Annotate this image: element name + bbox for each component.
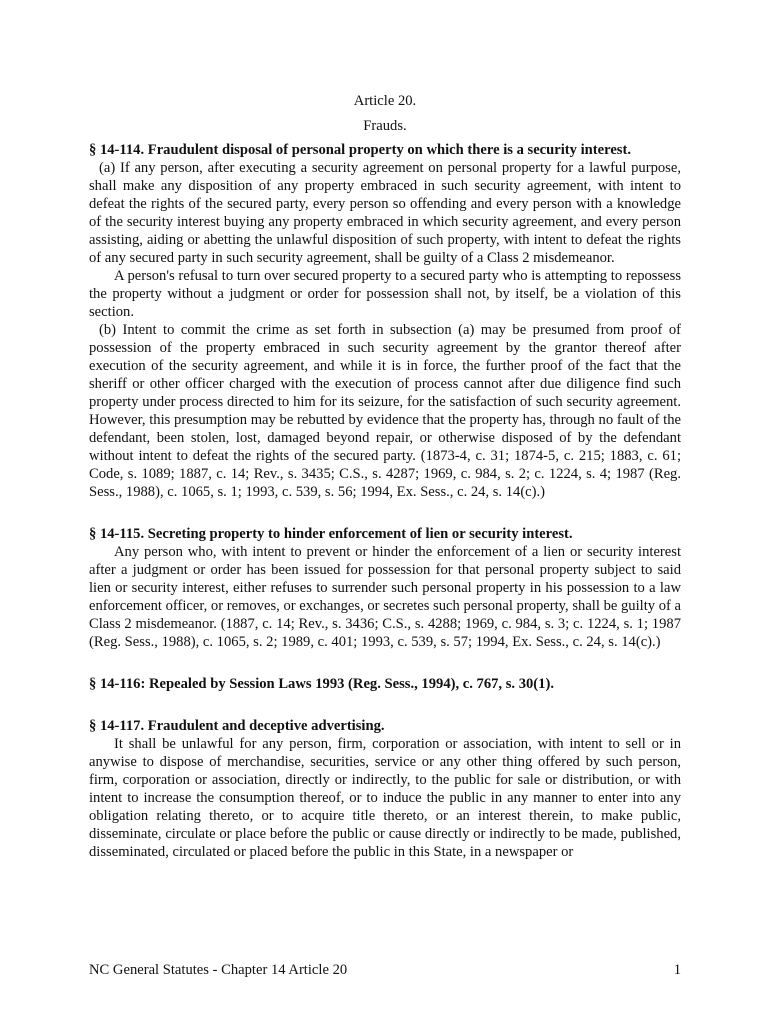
section-14-114-paragraph-a: (a) If any person, after executing a security agreement on personal property for a lawful purpose, shall make any disposition of any property embraced in such security agreement, with intent to defeat the rights of the secured party, every person so offending and every person with a knowledge of the security interest buying any property embraced in which security agreement, and every person assisting, aiding or abetting the unlawful disposition of such property, with intent to defeat the rights of any secured party in such security agreement, shall be guilty of a Class 2 misdemeanor. <box>89 160 681 266</box>
section-14-115-heading: § 14-115. Secreting property to hinder enforcement of lien or security interest. <box>89 526 573 542</box>
section-14-117-heading: § 14-117. Fraudulent and deceptive advertising. <box>89 718 385 734</box>
section-14-117-paragraph: It shall be unlawful for any person, firm, corporation or association, with intent to sell or in anywise to dispose of merchandise, securities, service or any other thing offered by such person, firm, corporation or association, directly or indirectly, to the public for sale or distribution, or with intent to increase the consumption thereof, or to induce the public in any manner to enter into any obligation relating thereto, or to acquire title thereto, or an interest therein, to make public, disseminate, circulate or place before the public or cause directly or indirectly to be made, published, disseminated, circulated or placed before the public in this State, in a newspaper or <box>89 736 681 860</box>
footer-title: NC General Statutes - Chapter 14 Article 20 <box>89 962 348 978</box>
spacer <box>89 693 681 717</box>
article-subtitle: Frauds. <box>363 118 407 134</box>
section-14-114-paragraph-b: (b) Intent to commit the crime as set forth in subsection (a) may be presumed from proof of possession of the property embraced in such security agreement by the grantor thereof after execution of the security agreement, and while it is in force, the further proof of the fact that the sheriff or other officer charged with the execution of process cannot after due diligence find such property under process directed to him for its seizure, for the satisfaction of such security agreement. However, this presumption may be rebutted by evidence that the property has, through no fault of the defendant, been stolen, lost, damaged beyond repair, or otherwise disposed of by the defendant without intent to defeat the rights of the secured party. (1873-4, c. 31; 1874-5, c. 215; 1883, c. 61; Code, s. 1089; 1887, c. 14; Rev., s. 3435; C.S., s. 4287; 1969, c. 984, s. 2; c. 1224, s. 4; 1987 (Reg. Sess., 1988), c. 1065, s. 1; 1993, c. 539, s. 56; 1994, Ex. Sess., c. 24, s. 14(c).) <box>89 322 681 500</box>
section-14-114-heading: § 14-114. Fraudulent disposal of personal property on which there is a security interest. <box>89 142 631 158</box>
section-14-114-paragraph-refusal: A person's refusal to turn over secured property to a secured party who is attempting to repossess the property without a judgment or order for possession shall not, by itself, be a violation of this section. <box>89 268 681 320</box>
document-body <box>89 92 681 861</box>
section-14-115-paragraph: Any person who, with intent to prevent or hinder the enforcement of a lien or security interest after a judgment or order has been issued for possession for that personal property subject to said lien or security interest, either refuses to surrender such personal property in his possession to a law enforcement officer, or removes, or exchanges, or secretes such personal property, shall be guilty of a Class 2 misdemeanor. (1887, c. 14; Rev., s. 3436; C.S., s. 4288; 1969, c. 984, s. 3; c. 1224, s. 1; 1987 (Reg. Sess., 1988), c. 1065, s. 2; 1989, c. 401; 1993, c. 539, s. 57; 1994, Ex. Sess., c. 24, s. 14(c).) <box>89 544 681 650</box>
section-14-116-heading: § 14-116: Repealed by Session Laws 1993 (Reg. Sess., 1994), c. 767, s. 30(1). <box>89 676 554 692</box>
article-title: Article 20. <box>353 93 417 109</box>
page-number: 1 <box>673 962 681 978</box>
page-footer <box>89 961 681 979</box>
spacer <box>89 651 681 675</box>
spacer <box>89 501 681 525</box>
